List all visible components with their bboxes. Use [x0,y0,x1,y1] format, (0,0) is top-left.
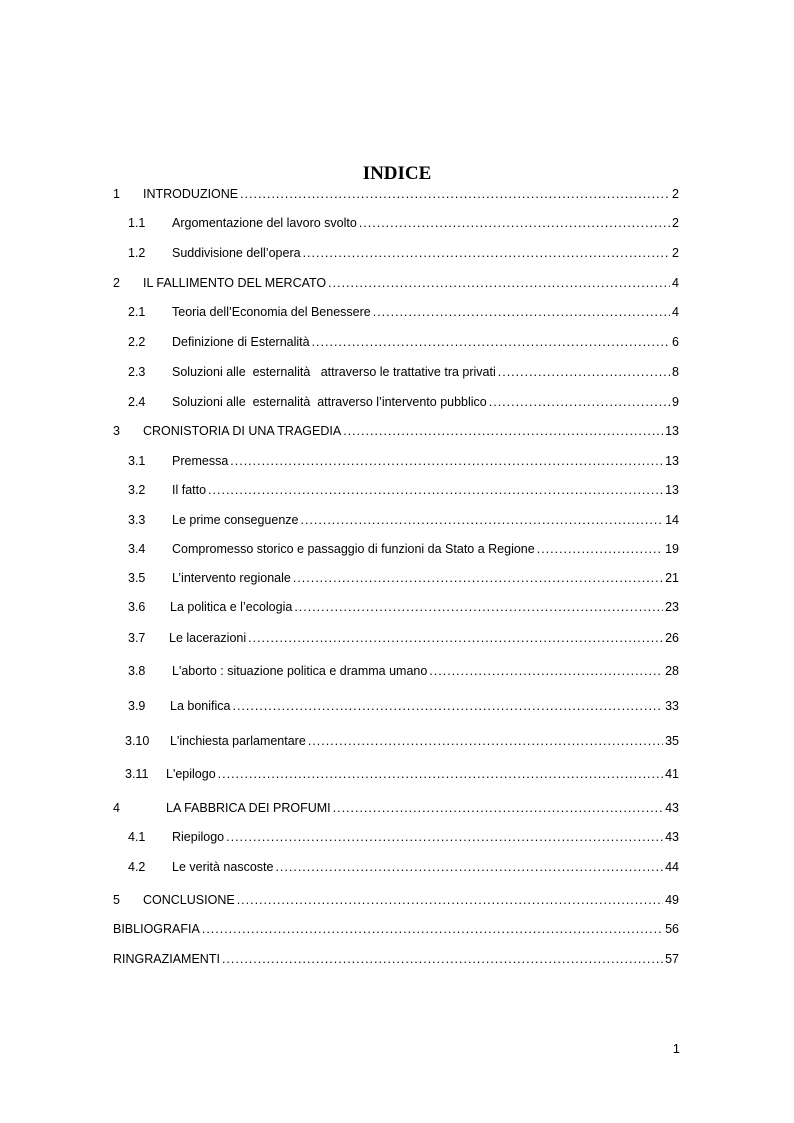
toc-entry-label: Soluzioni alle esternalità attraverso le trattative tra privati [172,365,496,379]
toc-entry-leader [143,891,679,909]
dot-leader [230,452,663,470]
toc-entry-leader [172,393,679,411]
toc-entry-number: 4.2 [128,860,146,874]
toc-entry-leader [170,732,679,750]
toc-entry[interactable] [0,569,794,587]
toc-entry-leader [113,950,679,968]
toc-entry-leader [143,185,679,203]
toc-entry-label: L'aborto : situazione politica e dramma umano [172,664,428,678]
toc-entry-label: La bonifica [170,699,231,713]
toc-entry-page: 33 [665,699,679,713]
toc-entry[interactable] [0,274,794,292]
toc-entry-leader [170,697,679,715]
toc-entry-label: Riepilogo [172,830,225,844]
toc-entry[interactable] [0,662,794,680]
toc-entry-page: 26 [665,631,679,645]
toc-entry-label: Compromesso storico e passaggio di funzioni da Stato a Regione [172,542,535,556]
toc-entry-label: Il fatto [172,483,207,497]
toc-entry-leader [172,333,679,351]
toc-entry-number: 4 [113,801,120,815]
toc-entry-leader [172,569,679,587]
toc-entry-number: 2.4 [128,395,146,409]
toc-entry-number: 3 [113,424,120,438]
toc-entry-page: 4 [672,276,679,290]
dot-leader [240,185,670,203]
dot-leader [293,569,663,587]
toc-entry-page: 28 [665,664,679,678]
toc-entry[interactable] [0,422,794,440]
toc-entry-label: Soluzioni alle esternalità attraverso l’intervento pubblico [172,395,487,409]
toc-entry-label: INTRODUZIONE [143,187,239,201]
toc-entry[interactable] [0,920,794,938]
toc-entry-page: 14 [665,513,679,527]
toc-entry-label: LA FABBRICA DEI PROFUMI [166,801,331,815]
toc-entry[interactable] [0,732,794,750]
toc-entry-number: 3.9 [128,699,146,713]
toc-entry[interactable] [0,452,794,470]
toc-entry-leader [113,920,679,938]
toc-entry-leader [172,858,679,876]
dot-leader [232,697,663,715]
toc-entry-leader [143,422,679,440]
toc-entry-number: 2 [113,276,120,290]
toc-entry-label: Le verità nascoste [172,860,274,874]
dot-leader [308,732,663,750]
toc-entry-leader [172,511,679,529]
toc-entry[interactable] [0,799,794,817]
dot-leader [275,858,663,876]
toc-entry-label: Premessa [172,454,229,468]
toc-entry-label: Suddivisione dell’opera [172,246,301,260]
toc-entry[interactable] [0,629,794,647]
toc-entry-leader [170,598,679,616]
toc-entry-label: L’intervento regionale [172,571,291,585]
toc-entry-number: 5 [113,893,120,907]
toc-entry[interactable] [0,540,794,558]
dot-leader [248,629,663,647]
toc-entry-page: 13 [665,454,679,468]
dot-leader [237,891,663,909]
toc-entry-page: 2 [672,187,679,201]
page-number: 1 [672,1041,680,1056]
toc-entry-number: 3.8 [128,664,146,678]
dot-leader [312,333,670,351]
toc-entry-number: 4.1 [128,830,146,844]
toc-entry-page: 57 [665,952,679,966]
toc-entry-number: 1.2 [128,246,146,260]
toc-entry-label: IL FALLIMENTO DEL MERCATO [143,276,327,290]
dot-leader [208,481,663,499]
toc-entry-label: L'epilogo [166,767,216,781]
toc-entry-number: 3.2 [128,483,146,497]
dot-leader [328,274,670,292]
toc-entry-label: Le lacerazioni [169,631,247,645]
toc-entry-page: 56 [665,922,679,936]
toc-entry-label: CRONISTORIA DI UNA TRAGEDIA [143,424,342,438]
toc-entry-number: 3.3 [128,513,146,527]
toc-entry-number: 3.11 [125,767,149,781]
toc-entry-leader [172,244,679,262]
toc-entry-number: 2.1 [128,305,146,319]
toc-entry-label: L'inchiesta parlamentare [170,734,306,748]
toc-entry[interactable] [0,244,794,262]
toc-entry-page: 43 [665,801,679,815]
toc-entry-number: 2.2 [128,335,146,349]
toc-entry-page: 9 [672,395,679,409]
dot-leader [300,511,663,529]
dot-leader [498,363,670,381]
dot-leader [226,828,663,846]
dot-leader [294,598,663,616]
toc-entry-number: 3.5 [128,571,146,585]
toc-entry-leader [172,540,679,558]
toc-entry-leader [143,274,679,292]
toc-entry[interactable] [0,185,794,203]
toc-entry-number: 2.3 [128,365,146,379]
dot-leader [303,244,670,262]
toc-entry-page: 44 [665,860,679,874]
dot-leader [202,920,663,938]
page-title: INDICE [362,163,432,184]
toc-entry-leader [166,799,679,817]
toc-entry[interactable] [0,511,794,529]
toc-entry-label: BIBLIOGRAFIA [113,922,200,936]
toc-entry[interactable] [0,303,794,321]
toc-entry-leader [172,662,679,680]
toc-entry[interactable] [0,363,794,381]
toc-entry-leader [172,481,679,499]
toc-entry[interactable] [0,481,794,499]
dot-leader [429,662,663,680]
toc-entry-page: 13 [665,483,679,497]
toc-entry-page: 43 [665,830,679,844]
dot-leader [489,393,670,411]
toc-entry-page: 35 [665,734,679,748]
toc-entry-leader [169,629,679,647]
toc-entry-page: 2 [672,216,679,230]
toc-entry-leader [172,214,679,232]
toc-entry-number: 3.1 [128,454,146,468]
toc-entry-page: 21 [665,571,679,585]
toc-entry[interactable] [0,858,794,876]
toc-entry[interactable] [0,598,794,616]
toc-entry[interactable] [0,393,794,411]
toc-entry-number: 3.6 [128,600,146,614]
toc-entry-leader [172,452,679,470]
toc-entry-page: 49 [665,893,679,907]
toc-entry-label: Teoria dell’Economia del Benessere [172,305,371,319]
toc-entry[interactable] [0,828,794,846]
toc-entry-label: Definizione di Esternalità [172,335,310,349]
toc-entry-leader [172,363,679,381]
toc-entry-page: 8 [672,365,679,379]
toc-entry[interactable] [0,214,794,232]
toc-entry-page: 23 [665,600,679,614]
dot-leader [343,422,663,440]
toc-entry-leader [172,828,679,846]
toc-entry-page: 2 [672,246,679,260]
toc-entry-page: 41 [665,767,679,781]
toc-entry-page: 6 [672,335,679,349]
toc-entry-page: 4 [672,305,679,319]
toc-entry-label: Argomentazione del lavoro svolto [172,216,357,230]
dot-leader [333,799,663,817]
dot-leader [359,214,670,232]
toc-entry-leader [166,765,679,783]
dot-leader [222,950,663,968]
dot-leader [537,540,663,558]
toc-entry[interactable] [0,765,794,783]
toc-entry-number: 3.7 [128,631,146,645]
dot-leader [218,765,663,783]
toc-entry[interactable] [0,950,794,968]
toc-entry-leader [172,303,679,321]
toc-entry[interactable] [0,891,794,909]
toc-entry-number: 1 [113,187,120,201]
toc-entry-number: 3.10 [125,734,150,748]
toc-entry-label: RINGRAZIAMENTI [113,952,220,966]
toc-entry-page: 13 [665,424,679,438]
dot-leader [373,303,670,321]
toc-entry-label: Le prime conseguenze [172,513,299,527]
toc-entry[interactable] [0,697,794,715]
toc-entry[interactable] [0,333,794,351]
toc-entry-number: 1.1 [128,216,146,230]
toc-entry-page: 19 [665,542,679,556]
toc-entry-label: CONCLUSIONE [143,893,235,907]
toc-entry-number: 3.4 [128,542,146,556]
toc-entry-label: La politica e l’ecologia [170,600,293,614]
